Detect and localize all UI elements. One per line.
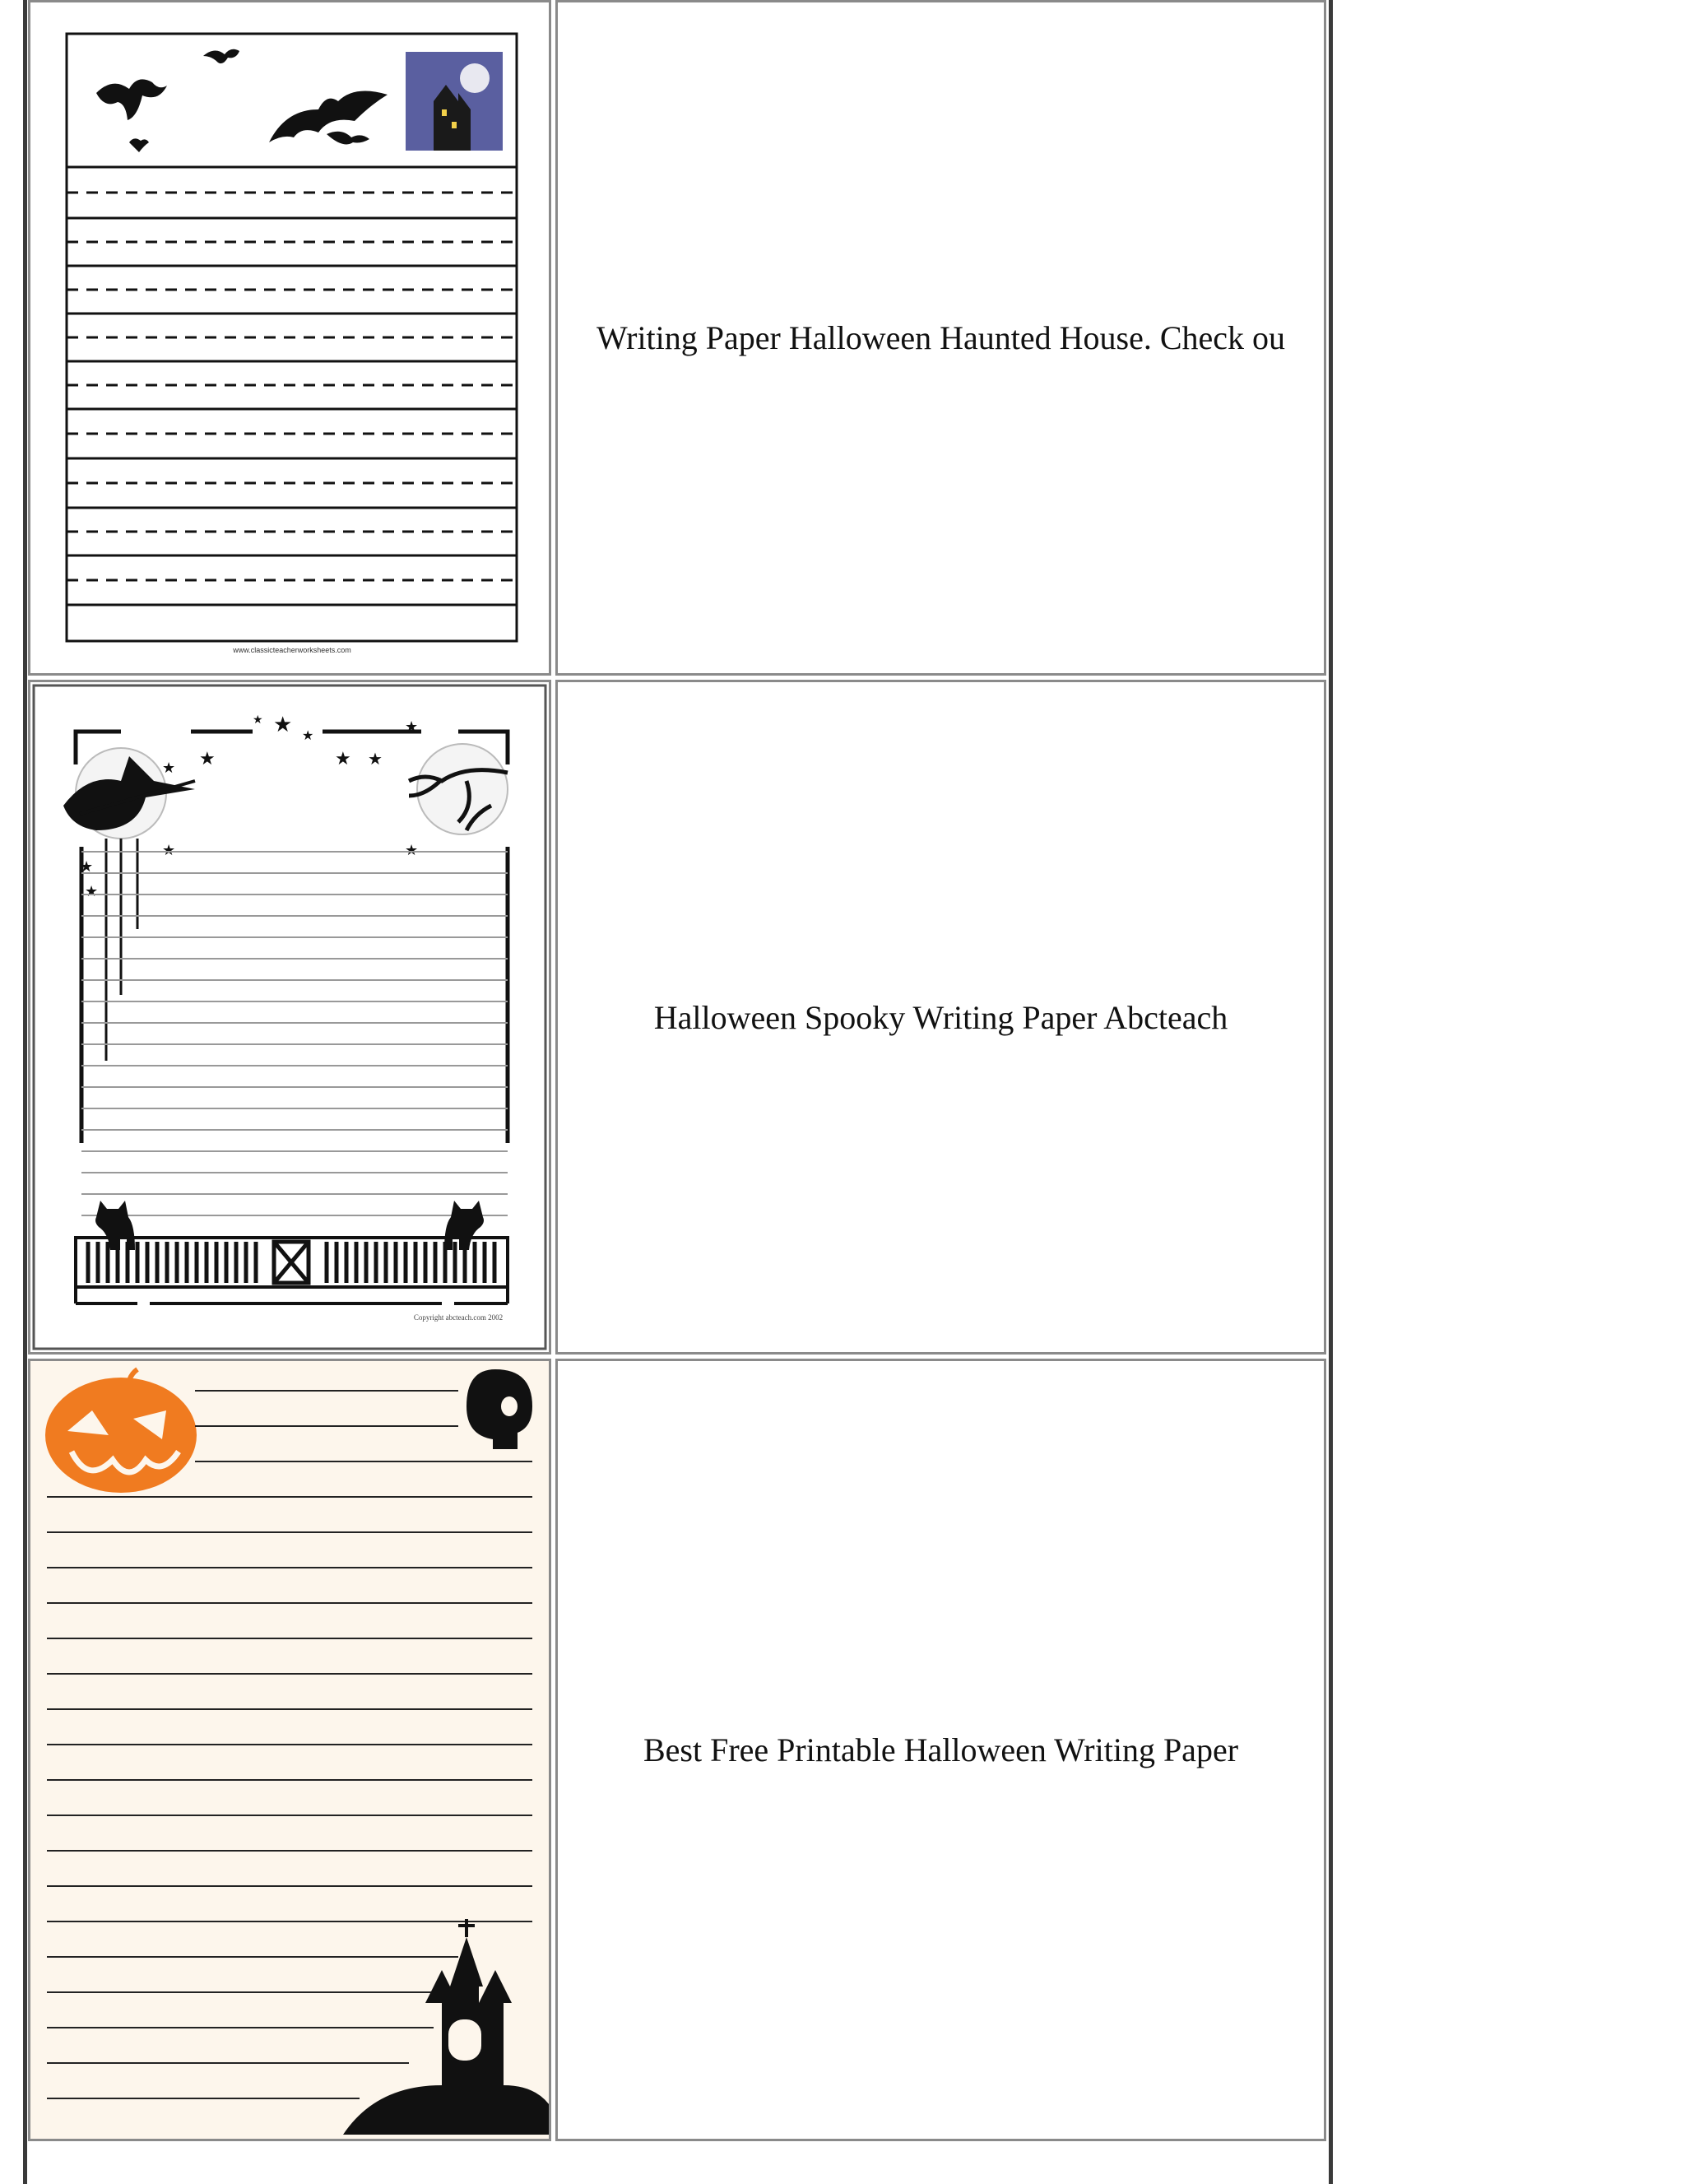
svg-text:★: ★ xyxy=(80,858,94,876)
svg-text:★: ★ xyxy=(162,842,176,859)
caption-cell xyxy=(555,1359,1326,2141)
svg-text:★: ★ xyxy=(85,883,99,900)
caption-text[interactable]: Best Free Printable Halloween Writing Paper xyxy=(643,1731,1239,1768)
svg-text:★: ★ xyxy=(405,718,419,736)
svg-text:★: ★ xyxy=(405,842,419,859)
svg-text:★: ★ xyxy=(335,749,351,769)
thumbnail-footer: Copyright abcteach.com 2002 xyxy=(413,1313,504,1322)
svg-text:★: ★ xyxy=(162,760,176,777)
table-row xyxy=(28,0,1326,676)
svg-text:★: ★ xyxy=(199,749,216,769)
svg-text:★: ★ xyxy=(253,713,263,727)
witch-moon-cats-thumbnail[interactable] xyxy=(30,682,549,1352)
caption-cell xyxy=(555,680,1326,1355)
svg-text:★: ★ xyxy=(302,727,314,743)
thumbnail-cell[interactable] xyxy=(28,680,551,1355)
caption-cell xyxy=(555,0,1326,676)
caption-text[interactable]: Halloween Spooky Writing Paper Abcteach xyxy=(653,998,1228,1036)
thumbnail-footer: www.classicteacherworksheets.com xyxy=(233,646,351,654)
thumbnail-cell[interactable] xyxy=(28,0,551,676)
svg-text:★: ★ xyxy=(273,713,293,737)
bats-haunted-house-thumbnail[interactable] xyxy=(30,2,549,673)
table-row xyxy=(28,680,1326,1355)
thumbnail-cell[interactable] xyxy=(28,1359,551,2141)
svg-text:★: ★ xyxy=(368,749,383,769)
table-row xyxy=(28,1359,1326,2141)
caption-text[interactable]: Writing Paper Halloween Haunted House. Check ou xyxy=(596,319,1286,356)
pumpkin-skull-castle-thumbnail[interactable] xyxy=(30,1361,549,2139)
